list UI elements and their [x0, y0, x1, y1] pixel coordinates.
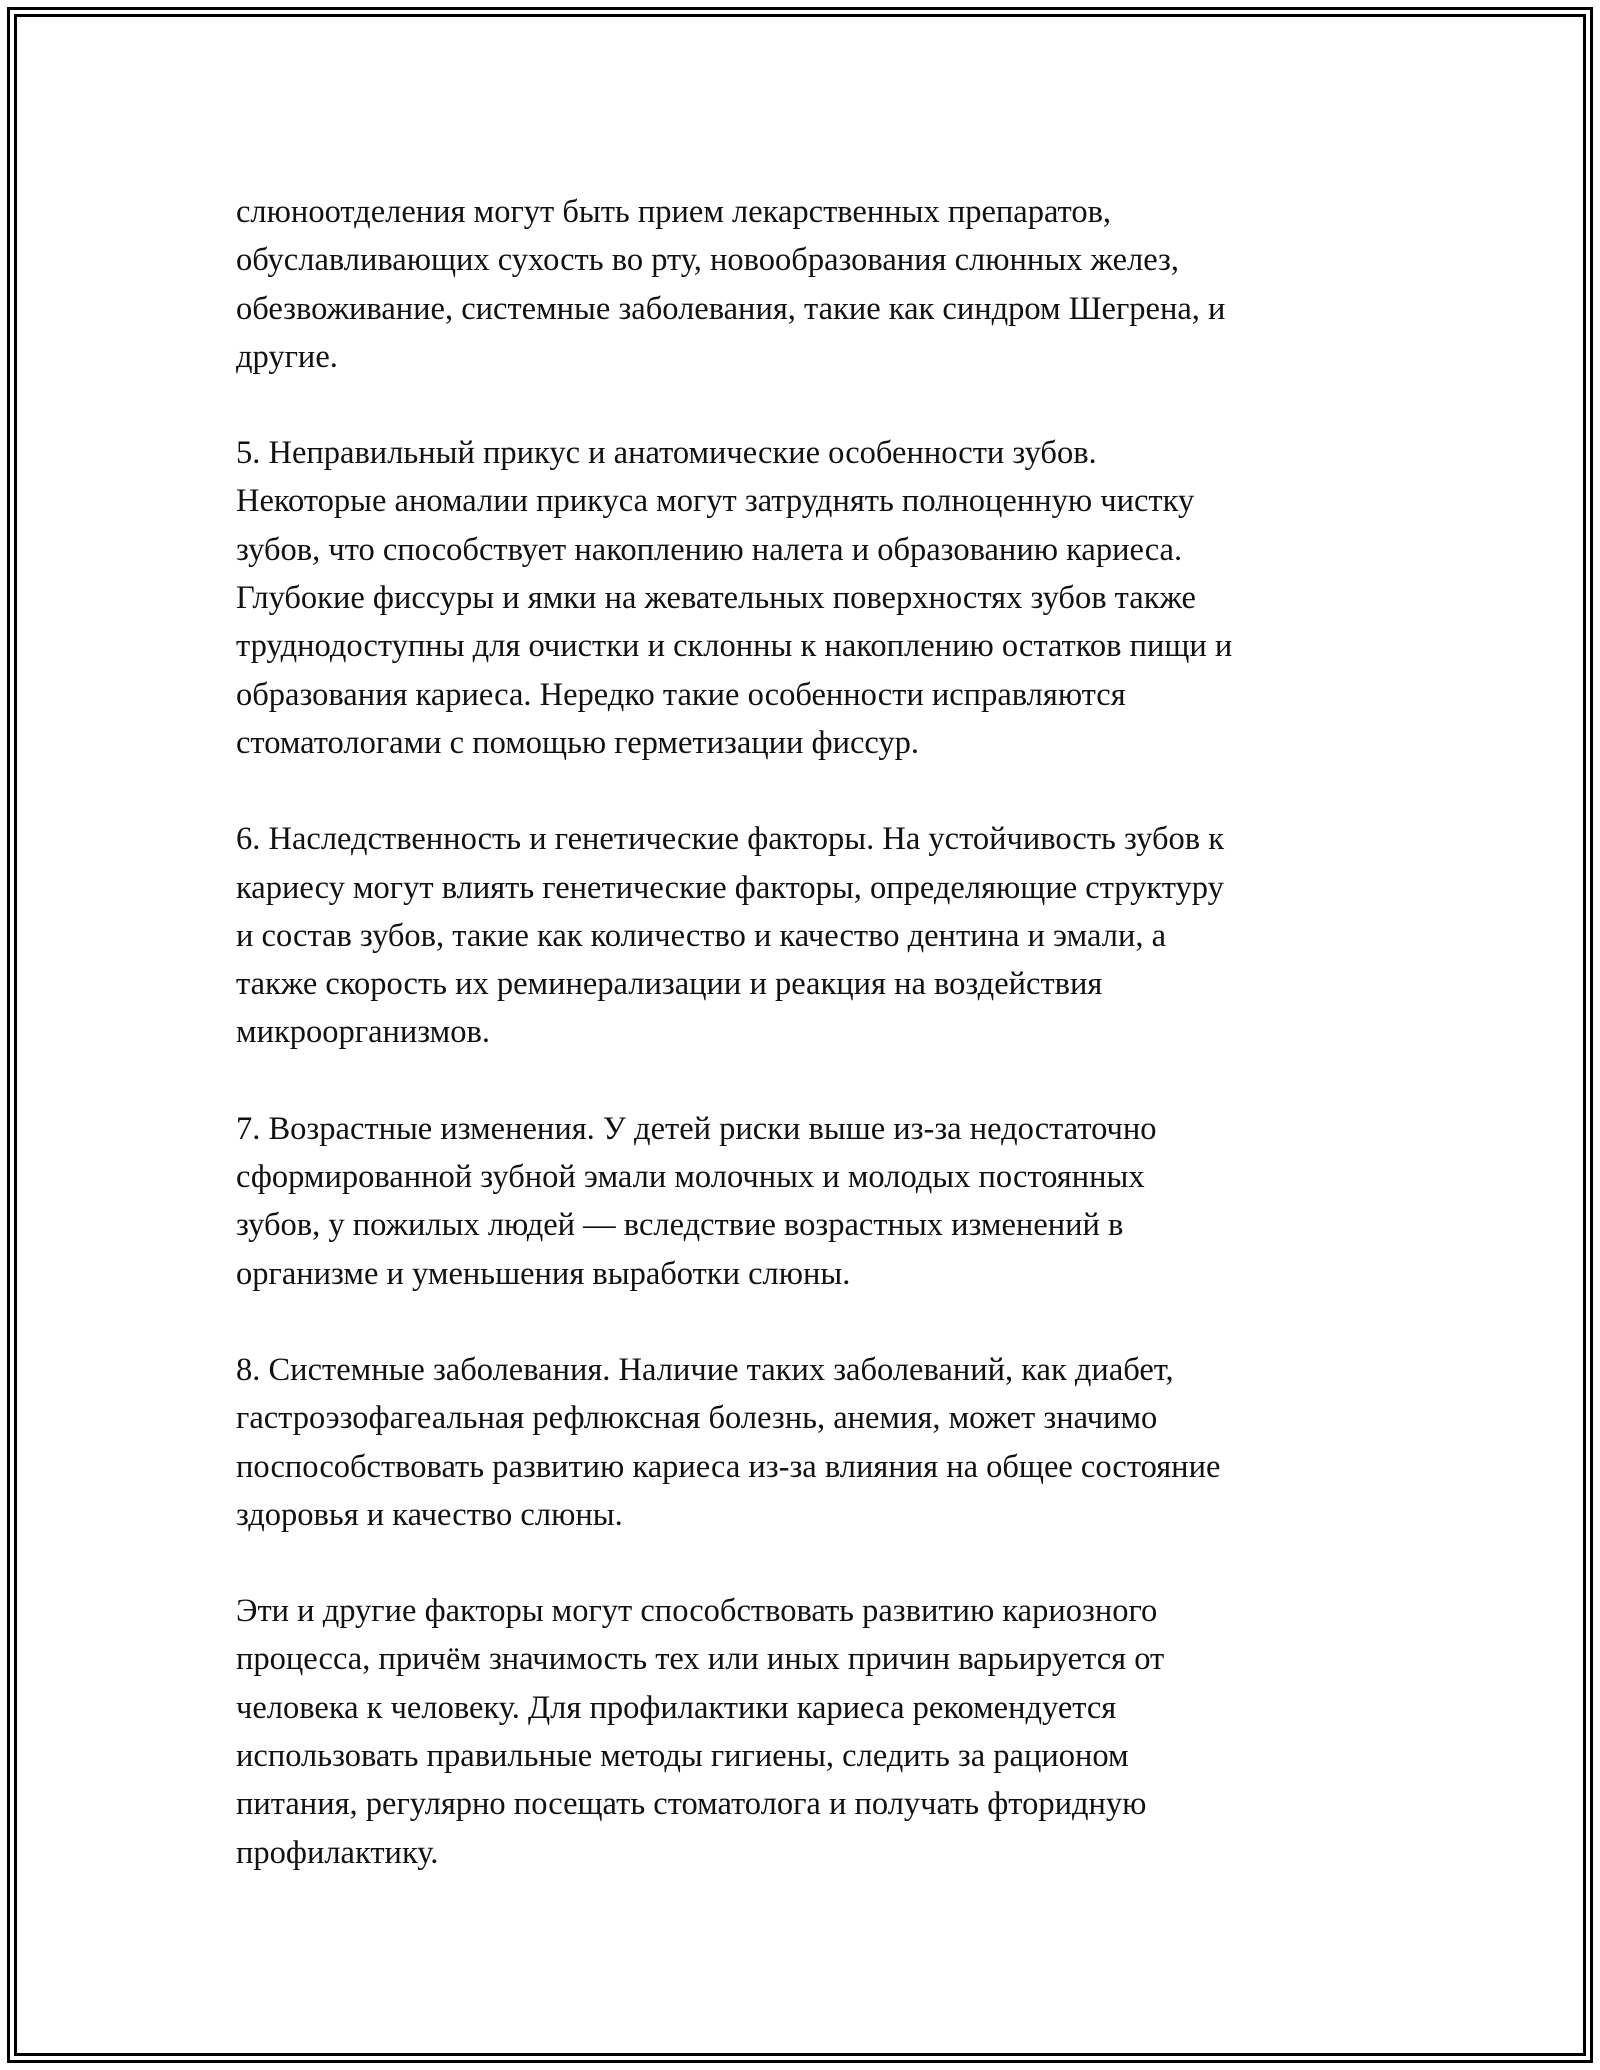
text-line: профилактику. — [236, 1834, 439, 1871]
paragraph — [236, 188, 1376, 381]
text-line: другие. — [236, 338, 338, 375]
text-line: микроорганизмов. — [236, 1014, 490, 1051]
text-line: процесса, причём значимость тех или иных причин варьируется от — [236, 1641, 1165, 1678]
text-line: труднодоступны для очистки и склонны к накоплению остатков пищи и — [236, 628, 1233, 665]
text-line: также скорость их реминерализации и реакция на воздействия — [236, 966, 1103, 1003]
text-line: организме и уменьшения выработки слюны. — [236, 1255, 851, 1292]
text-line: слюноотделения могут быть прием лекарственных препаратов, — [236, 194, 1112, 230]
paragraph — [236, 1587, 1376, 1877]
text-line: образования кариеса. Нередко такие особенности исправляются — [236, 676, 1126, 713]
text-line: 8. Системные заболевания. Наличие таких заболеваний, как диабет, — [236, 1351, 1174, 1388]
text-line: поспособствовать развитию кариеса из-за влияния на общее состояние — [236, 1448, 1221, 1485]
text-line: стоматологами с помощью герметизации фиссур. — [236, 724, 920, 761]
text-line: 7. Возрастные изменения. У детей риски выше из-за недостаточно — [236, 1110, 1157, 1147]
paragraph — [236, 1105, 1376, 1298]
text-line: кариесу могут влиять генетические факторы, определяющие структуру — [236, 869, 1224, 906]
paragraph — [236, 429, 1376, 767]
text-line: сформированной зубной эмали молочных и молодых постоянных — [236, 1159, 1145, 1196]
text-line: Эти и другие факторы могут способствовать развитию кариозного — [236, 1593, 1158, 1630]
text-line: обезвоживание, системные заболевания, такие как синдром Шегрена, и — [236, 290, 1226, 327]
paragraph — [236, 1346, 1376, 1539]
text-line: зубов, у пожилых людей — вследствие возрастных изменений в — [236, 1207, 1124, 1244]
text-line: Глубокие фиссуры и ямки на жевательных поверхностях зубов также — [236, 580, 1196, 617]
text-line: здоровья и качество слюны. — [236, 1496, 623, 1533]
text-line: Некоторые аномалии прикуса могут затруднять полноценную чистку — [236, 483, 1195, 520]
text-line: 5. Неправильный прикус и анатомические особенности зубов. — [236, 435, 1097, 472]
paragraph — [236, 815, 1376, 1056]
document-body — [236, 188, 1376, 1925]
text-line: гастроэзофагеальная рефлюксная болезнь, анемия, может значимо — [236, 1400, 1158, 1437]
text-line: зубов, что способствует накоплению налета и образованию кариеса. — [236, 531, 1183, 568]
text-line: 6. Наследственность и генетические факторы. На устойчивость зубов к — [236, 821, 1225, 858]
text-line: и состав зубов, такие как количество и качество дентина и эмали, а — [236, 917, 1167, 954]
text-line: человека к человеку. Для профилактики кариеса рекомендуется — [236, 1689, 1117, 1726]
text-line: питания, регулярно посещать стоматолога и получать фторидную — [236, 1786, 1147, 1823]
text-line: использовать правильные методы гигиены, следить за рационом — [236, 1738, 1129, 1775]
text-line: обуславливающих сухость во рту, новообразования слюнных желез, — [236, 242, 1179, 279]
